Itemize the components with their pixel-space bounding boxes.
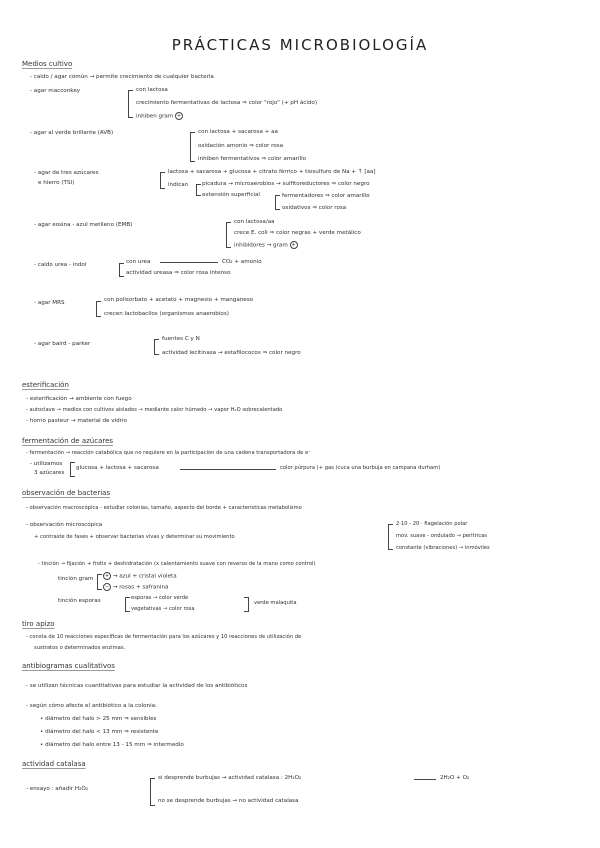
urea-label: - caldo urea - indol [34, 262, 87, 268]
mrs-brace [96, 301, 101, 317]
plus-circle-icon: + [176, 113, 182, 119]
ester-l3: - horno pasteur → material de vidrio [26, 418, 127, 424]
urea-b: actividad ureasa ⇒ color rosa intenso [126, 270, 231, 276]
emb-b: crece E. coli ⇒ color negras + verde metálico [234, 230, 361, 236]
ferm-label2: 3 azúcares [34, 470, 65, 476]
cat-a2: 2H₂O + O₂ [440, 775, 470, 781]
arrow-line [160, 262, 218, 263]
emb-label: - agar eosina - azul metileno (EMB) [34, 222, 133, 228]
mrs-a: con polisorbato + acetato + magnesio + manganeso [104, 297, 254, 303]
mac-b: crecimiento fermentativas de lactosa ⇒ color "rojo" (+ pH ácido) [136, 100, 318, 106]
anti-b1: • diámetro del halo > 25 mm ⇒ sensibles [40, 716, 157, 722]
cat-b: no se desprende burbujas → no actividad catalasa [158, 798, 299, 804]
emb-a: con lactosa/aa [234, 219, 275, 225]
heading-catalasa: actividad catalasa [22, 760, 86, 768]
mac-brace [128, 90, 133, 118]
mac-c: inhiben gram + [136, 113, 182, 120]
cat-label: - ensayo : añadir H₂O₂ [26, 786, 88, 792]
cat-brace [150, 778, 155, 806]
obs-m3: constante (vibraciones) → inmóviles [396, 545, 490, 551]
ferm-label: - utilizamos [30, 461, 63, 467]
urea-brace [119, 263, 124, 277]
heading-api: tiro apizo [22, 620, 55, 628]
heading-observacion: observación de bacterias [22, 489, 111, 497]
tsi-b-brace [196, 184, 201, 196]
mrs-b: crecen lactobacilos (organismos anaerobios) [104, 311, 229, 317]
tsi-b2b: oxidativos ⇒ color rosa [282, 205, 347, 211]
mrs-label: - agar MRS [34, 300, 65, 306]
anti-l2: - según cómo afecte el antibiótico a la colonia: [26, 703, 157, 709]
avb-label: - agar al verde brillante (AVB) [30, 130, 114, 136]
tsi-b1: picadura → microaerobios → sulfitoreductores ⇒ color negro [202, 181, 370, 187]
emb-brace [226, 222, 231, 248]
tsi-a: lactosa + sacarosa + glucosa + citrato férrico + tiosulfuro de Na + ↑ [aa] [168, 169, 376, 175]
tsi-b2-label: extensión superficial [202, 192, 260, 198]
gram-label: tinción gram [58, 576, 94, 582]
bp-brace [154, 339, 159, 355]
bp-b: actividad lecitinasa → estafilococos ⇒ color negro [162, 350, 301, 356]
anti-l1: - se utilizan técnicas cuantitativas para estudiar la actividad de los antibióticos [26, 683, 248, 689]
esp-a: esporas → color verde [131, 595, 189, 601]
obs-m2: mov. suave - ondulado → peritricas [396, 533, 487, 539]
gram-pos: + → azul + cristal violeta [104, 573, 177, 580]
obs-l3: + contraste de fases + observar bacterias vivas y determinar su movimiento [34, 534, 235, 540]
gram-neg: − → rosas + safranina [104, 584, 169, 591]
ferm-a: glucosa + lactosa + sacarosa [76, 465, 159, 471]
mov-brace [388, 524, 393, 550]
emb-c: inhibidores → gram + [234, 242, 296, 249]
bp-label: - agar baird - parker [34, 341, 91, 347]
obs-l4: - tinción → fijación + frotis + deshidratación (x calentamiento suave con reverso de la mano como control) [38, 561, 316, 567]
bp-a: fuentes C y N [162, 336, 200, 342]
tsi-label2: e hierro (TSI) [38, 180, 75, 186]
esp-brace-right [244, 597, 249, 612]
avb-brace [190, 132, 195, 162]
cat-a: si desprende burbujas → actividad catalasa : 2H₂O₂ [158, 775, 302, 781]
esp-c: verde malaquita [254, 600, 297, 606]
esp-b: vegetativas → color rosa [131, 606, 195, 612]
mac-a: con lactosa [136, 87, 168, 93]
heading-medios: Medios cultivo [22, 60, 73, 68]
urea-a2: CO₂ + amonio [222, 259, 262, 265]
obs-l2: - observación microscópica [26, 522, 103, 528]
urea-a: con urea [126, 259, 151, 265]
minus-circle-icon: − [104, 584, 110, 590]
api-l1: - consta de 10 reacciones específicas de fermentación para los azúcares y 10 reacciones de utilización de [26, 634, 302, 640]
ferm-b: color púrpura (+ gas (cuca una burbuja en campana durham) [280, 465, 441, 471]
tsi-b-label: indican [168, 182, 189, 188]
page-title: PRÁCTICAS MICROBIOLOGÍA [171, 36, 429, 54]
anti-b3: • diámetro del halo entre 13 - 15 mm ⇒ intermedio [40, 742, 184, 748]
plus-circle-icon: + [291, 242, 296, 248]
tsi-b2-brace [275, 195, 280, 210]
esp-brace [125, 597, 130, 612]
avb-b: oxidación amonio ⇒ color rosa [198, 143, 284, 149]
obs-m1: 2·10 - 20 · flagelación polar [396, 521, 468, 527]
plus-circle-icon: + [104, 573, 110, 579]
gram-brace [97, 574, 102, 590]
ester-l2: - autoclave → medios con cultivos aislados → mediante calor húmedo → vapor H₂O sobrecalentado [26, 407, 283, 413]
tsi-label1: - agar de tres azúcares [34, 170, 99, 176]
avb-c: inhiben fermentativos ⇒ color amarillo [198, 156, 307, 162]
api-l2: sustratos o determinados enzimas. [34, 645, 126, 651]
heading-fermentacion: fermentación de azúcares [22, 437, 114, 445]
heading-esterificacion: esterificación [22, 381, 69, 389]
heading-antibiogramas: antibiogramas cualitativos [22, 662, 115, 670]
anti-b2: • diámetro del halo < 13 mm ⇒ resistente [40, 729, 159, 735]
avb-a: con lactosa + sacarosa + aa [198, 129, 278, 135]
ferm-l1: - fermentación → reacción catabólica que no requiere en la participación de una cadena transportadora de e⁻ [26, 450, 311, 456]
ferm-brace [70, 462, 75, 477]
line-caldo: - caldo / agar común → permite crecimiento de cualquier bacteria [30, 74, 214, 80]
esp-label: tinción esporas [58, 598, 101, 604]
tsi-b2a: fermentadores ⇒ color amarillo [282, 193, 370, 199]
tsi-brace [160, 172, 165, 189]
obs-l1: - observación macroscópica - estudiar colonias, tamaño, aspecto del borde + características metabolismo [26, 505, 302, 511]
mac-label: - agar macconkey [30, 88, 81, 94]
arrow-line [180, 469, 276, 470]
arrow-line [414, 779, 436, 780]
ester-l1: - esterificación → ambiente con fuego [26, 396, 132, 402]
